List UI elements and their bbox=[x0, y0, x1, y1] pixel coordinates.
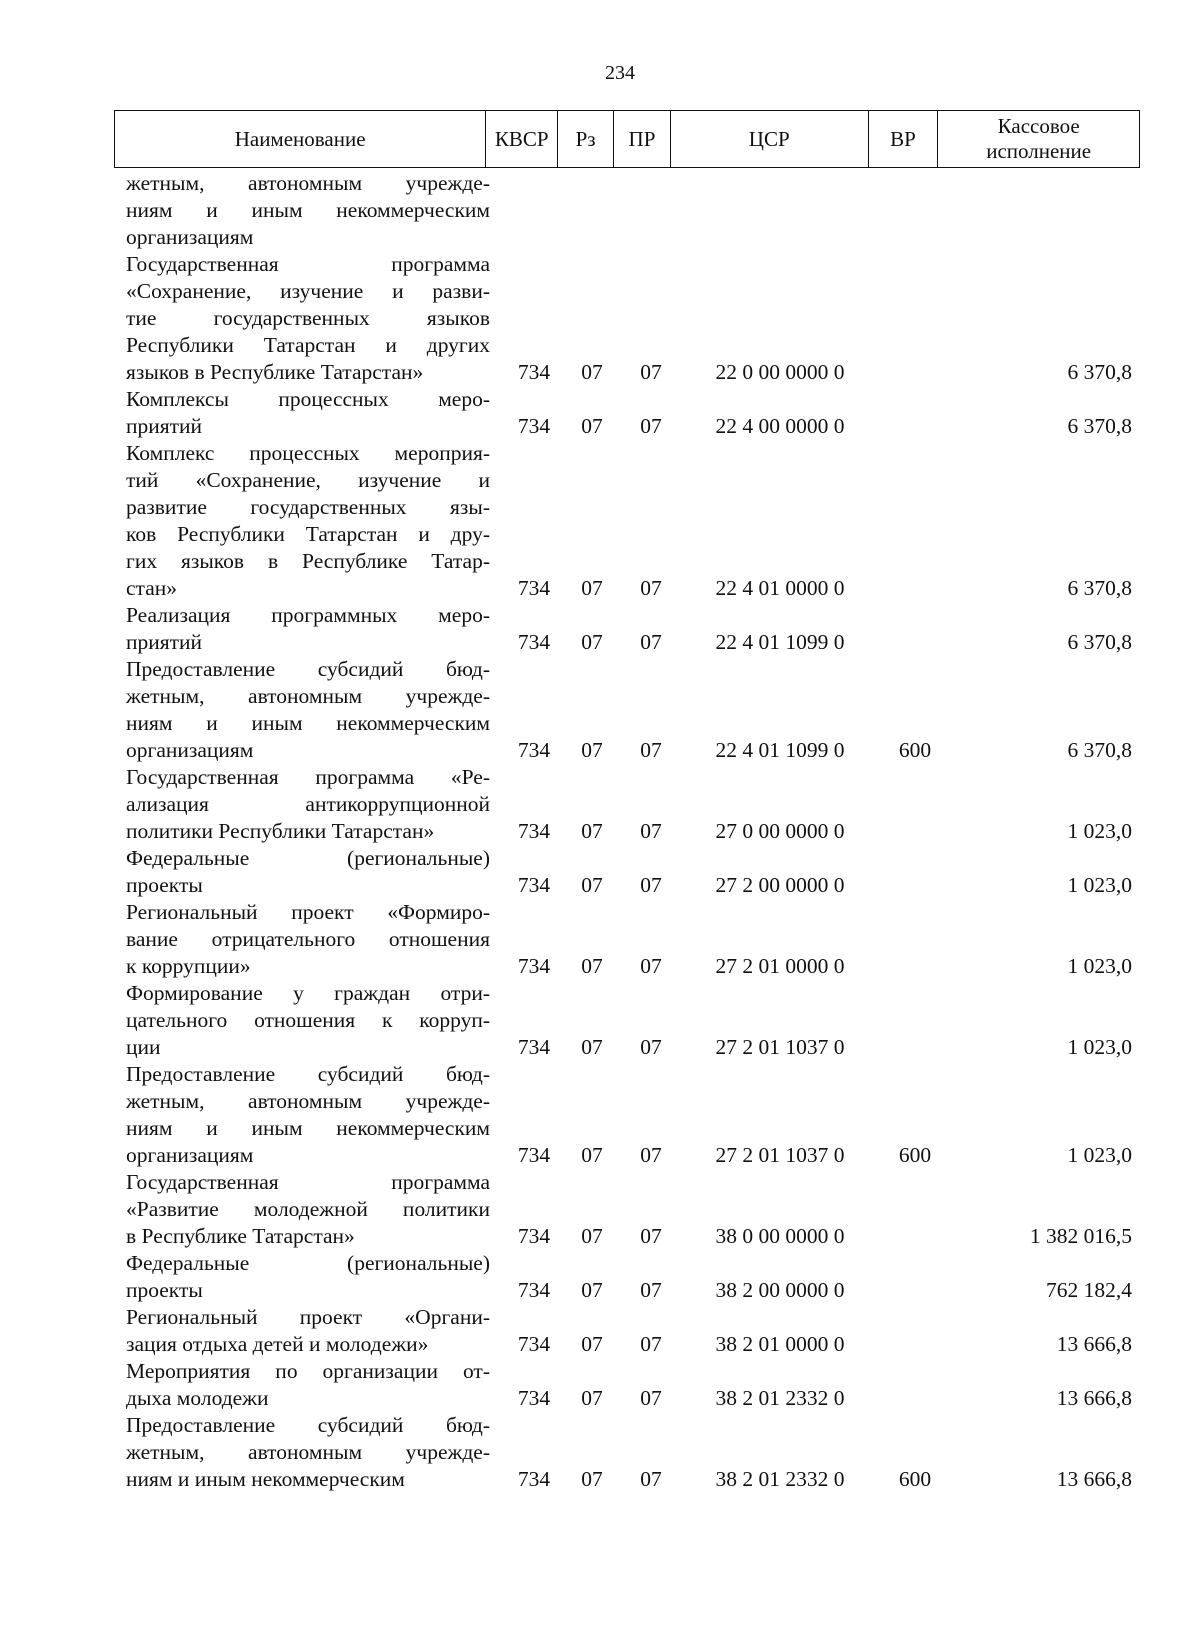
column-header-csr: ЦСР bbox=[671, 111, 869, 167]
page-number: 234 bbox=[605, 62, 635, 84]
row-pr: 07 bbox=[640, 954, 662, 978]
row-name-line: организациям bbox=[126, 225, 254, 249]
row-rz: 07 bbox=[581, 1224, 603, 1248]
row-name-line: Государственная программа «Ре- bbox=[126, 765, 490, 789]
column-header-kassovoe-text: Кассовое исполнение bbox=[986, 114, 1092, 163]
row-amount: 6 370,8 bbox=[1067, 630, 1132, 654]
row-amount: 6 370,8 bbox=[1067, 738, 1132, 762]
row-name-line: Республики Татарстан и других bbox=[126, 333, 490, 357]
row-name bbox=[114, 656, 490, 764]
row-csr: 27 0 00 0000 0 bbox=[715, 819, 845, 843]
table-row bbox=[114, 1250, 1140, 1304]
row-pr: 07 bbox=[640, 1143, 662, 1167]
column-header-kassovoe bbox=[938, 111, 1139, 167]
column-header-rz: Рз bbox=[558, 111, 614, 167]
row-amount: 13 666,8 bbox=[1056, 1332, 1132, 1356]
row-name-line: организациям bbox=[126, 738, 254, 762]
row-csr: 22 4 00 0000 0 bbox=[715, 414, 845, 438]
table-body bbox=[114, 170, 1140, 1493]
row-kvsr: 734 bbox=[517, 954, 551, 978]
row-name-line: Комплекс процессных мероприя- bbox=[126, 441, 490, 465]
row-name-line: приятий bbox=[126, 630, 203, 654]
row-name-line: политики Республики Татарстан» bbox=[126, 819, 435, 843]
row-pr: 07 bbox=[640, 414, 662, 438]
row-name-line: Государственная программа bbox=[126, 1170, 490, 1194]
row-amount: 1 382 016,5 bbox=[1029, 1224, 1132, 1248]
row-name-line: в Республике Татарстан» bbox=[126, 1224, 355, 1248]
table-row bbox=[114, 440, 1140, 602]
row-name-line: гих языков в Республике Татар- bbox=[126, 549, 490, 573]
table-row bbox=[114, 1061, 1140, 1169]
row-name-line: Региональный проект «Формиро- bbox=[126, 900, 490, 924]
row-pr: 07 bbox=[640, 1386, 662, 1410]
row-name bbox=[114, 845, 490, 899]
row-amount: 6 370,8 bbox=[1067, 414, 1132, 438]
row-rz: 07 bbox=[581, 1143, 603, 1167]
row-csr: 38 0 00 0000 0 bbox=[715, 1224, 845, 1248]
row-pr: 07 bbox=[640, 360, 662, 384]
row-name-line: вание отрицательного отношения bbox=[126, 927, 490, 951]
row-name-line: Реализация программных меро- bbox=[126, 603, 490, 627]
row-amount: 6 370,8 bbox=[1067, 360, 1132, 384]
row-name bbox=[114, 602, 490, 656]
table-row bbox=[114, 602, 1140, 656]
row-name bbox=[114, 1358, 490, 1412]
row-kvsr: 734 bbox=[517, 576, 551, 600]
column-header-kvsr: КВСР bbox=[486, 111, 558, 167]
table-header bbox=[114, 110, 1140, 168]
row-name-line: Комплексы процессных меро- bbox=[126, 387, 490, 411]
row-name-line: ции bbox=[126, 1035, 161, 1059]
row-pr: 07 bbox=[640, 1278, 662, 1302]
row-amount: 1 023,0 bbox=[1067, 1143, 1132, 1167]
row-name-line: развитие государственных язы- bbox=[126, 495, 490, 519]
row-rz: 07 bbox=[581, 1332, 603, 1356]
row-name bbox=[114, 764, 490, 845]
row-rz: 07 bbox=[581, 1467, 603, 1491]
row-csr: 22 4 01 1099 0 bbox=[715, 738, 845, 762]
row-csr: 27 2 01 0000 0 bbox=[715, 954, 845, 978]
row-name bbox=[114, 980, 490, 1061]
row-name bbox=[114, 1412, 490, 1493]
row-name-line: зация отдыха детей и молодежи» bbox=[126, 1332, 429, 1356]
row-rz: 07 bbox=[581, 819, 603, 843]
row-kvsr: 734 bbox=[517, 738, 551, 762]
row-amount: 6 370,8 bbox=[1067, 576, 1132, 600]
row-name-line: дыха молодежи bbox=[126, 1386, 269, 1410]
row-csr: 38 2 01 2332 0 bbox=[715, 1467, 845, 1491]
row-name bbox=[114, 899, 490, 980]
row-csr: 22 4 01 0000 0 bbox=[715, 576, 845, 600]
table-row bbox=[114, 1358, 1140, 1412]
row-csr: 27 2 01 1037 0 bbox=[715, 1143, 845, 1167]
row-pr: 07 bbox=[640, 1467, 662, 1491]
row-rz: 07 bbox=[581, 360, 603, 384]
row-pr: 07 bbox=[640, 630, 662, 654]
table-row bbox=[114, 764, 1140, 845]
table-row bbox=[114, 1412, 1140, 1493]
row-amount: 1 023,0 bbox=[1067, 1035, 1132, 1059]
row-name-line: стан» bbox=[126, 576, 177, 600]
row-kvsr: 734 bbox=[517, 819, 551, 843]
row-pr: 07 bbox=[640, 1224, 662, 1248]
row-kvsr: 734 bbox=[517, 360, 551, 384]
row-name-line: жетным, автономным учрежде- bbox=[126, 684, 490, 708]
row-name bbox=[114, 1250, 490, 1304]
column-header-name: Наименование bbox=[115, 111, 486, 167]
row-name-line: Предоставление субсидий бюд- bbox=[126, 1413, 490, 1437]
column-header-pr: ПР bbox=[614, 111, 671, 167]
table-row bbox=[114, 1304, 1140, 1358]
row-vr: 600 bbox=[898, 1143, 932, 1167]
row-name bbox=[114, 1304, 490, 1358]
table-row bbox=[114, 845, 1140, 899]
row-name-line: тие государственных языков bbox=[126, 306, 490, 330]
row-name-line: Предоставление субсидий бюд- bbox=[126, 1062, 490, 1086]
row-name bbox=[114, 386, 490, 440]
row-pr: 07 bbox=[640, 576, 662, 600]
row-vr: 600 bbox=[898, 738, 932, 762]
table-row bbox=[114, 170, 1140, 251]
row-name bbox=[114, 1169, 490, 1250]
row-name-line: жетным, автономным учрежде- bbox=[126, 1440, 490, 1464]
row-rz: 07 bbox=[581, 738, 603, 762]
row-name-line: ниям и иным некоммерческим bbox=[126, 711, 490, 735]
row-name-line: Формирование у граждан отри- bbox=[126, 981, 490, 1005]
row-name-line: языков в Республике Татарстан» bbox=[126, 360, 424, 384]
table-row bbox=[114, 386, 1140, 440]
row-name-line: ниям и иным некоммерческим bbox=[126, 1467, 405, 1491]
row-kvsr: 734 bbox=[517, 1035, 551, 1059]
row-name-line: Мероприятия по организации от- bbox=[126, 1359, 490, 1383]
row-name-line: Федеральные (региональные) bbox=[126, 846, 490, 870]
table-row bbox=[114, 251, 1140, 386]
row-amount: 13 666,8 bbox=[1056, 1386, 1132, 1410]
row-pr: 07 bbox=[640, 1332, 662, 1356]
row-csr: 27 2 01 1037 0 bbox=[715, 1035, 845, 1059]
table-row bbox=[114, 656, 1140, 764]
row-rz: 07 bbox=[581, 873, 603, 897]
row-name-line: Региональный проект «Органи- bbox=[126, 1305, 490, 1329]
row-name-line: проекты bbox=[126, 873, 203, 897]
row-name-line: к коррупции» bbox=[126, 954, 251, 978]
row-name-line: ков Республики Татарстан и дру- bbox=[126, 522, 490, 546]
row-rz: 07 bbox=[581, 954, 603, 978]
row-name-line: «Сохранение, изучение и разви- bbox=[126, 279, 490, 303]
row-name-line: Государственная программа bbox=[126, 252, 490, 276]
row-amount: 1 023,0 bbox=[1067, 954, 1132, 978]
row-kvsr: 734 bbox=[517, 1224, 551, 1248]
row-kvsr: 734 bbox=[517, 1143, 551, 1167]
row-kvsr: 734 bbox=[517, 1278, 551, 1302]
row-kvsr: 734 bbox=[517, 414, 551, 438]
row-rz: 07 bbox=[581, 576, 603, 600]
row-rz: 07 bbox=[581, 1386, 603, 1410]
table-row bbox=[114, 899, 1140, 980]
table-row bbox=[114, 980, 1140, 1061]
row-pr: 07 bbox=[640, 819, 662, 843]
row-rz: 07 bbox=[581, 1278, 603, 1302]
row-csr: 22 4 01 1099 0 bbox=[715, 630, 845, 654]
row-kvsr: 734 bbox=[517, 1467, 551, 1491]
row-name-line: тий «Сохранение, изучение и bbox=[126, 468, 490, 492]
row-amount: 762 182,4 bbox=[1046, 1278, 1132, 1302]
row-kvsr: 734 bbox=[517, 873, 551, 897]
row-pr: 07 bbox=[640, 873, 662, 897]
row-name-line: проекты bbox=[126, 1278, 203, 1302]
row-name-line: ализация антикоррупционной bbox=[126, 792, 490, 816]
row-name bbox=[114, 440, 490, 602]
row-kvsr: 734 bbox=[517, 1386, 551, 1410]
row-name-line: Предоставление субсидий бюд- bbox=[126, 657, 490, 681]
row-name-line: ниям и иным некоммерческим bbox=[126, 1116, 490, 1140]
table-row bbox=[114, 1169, 1140, 1250]
row-name bbox=[114, 251, 490, 386]
row-name bbox=[114, 1061, 490, 1169]
row-csr: 27 2 00 0000 0 bbox=[715, 873, 845, 897]
row-amount: 1 023,0 bbox=[1067, 873, 1132, 897]
row-name-line: жетным, автономным учрежде- bbox=[126, 171, 490, 195]
row-rz: 07 bbox=[581, 630, 603, 654]
row-rz: 07 bbox=[581, 1035, 603, 1059]
row-name bbox=[114, 170, 490, 251]
row-kvsr: 734 bbox=[517, 630, 551, 654]
row-name-line: организациям bbox=[126, 1143, 254, 1167]
row-pr: 07 bbox=[640, 738, 662, 762]
row-csr: 22 0 00 0000 0 bbox=[715, 360, 845, 384]
row-rz: 07 bbox=[581, 414, 603, 438]
row-pr: 07 bbox=[640, 1035, 662, 1059]
row-csr: 38 2 00 0000 0 bbox=[715, 1278, 845, 1302]
row-vr: 600 bbox=[898, 1467, 932, 1491]
row-name-line: «Развитие молодежной политики bbox=[126, 1197, 490, 1221]
row-name-line: Федеральные (региональные) bbox=[126, 1251, 490, 1275]
row-csr: 38 2 01 2332 0 bbox=[715, 1386, 845, 1410]
row-name-line: приятий bbox=[126, 414, 203, 438]
row-amount: 13 666,8 bbox=[1056, 1467, 1132, 1491]
column-header-vr: ВР bbox=[869, 111, 939, 167]
row-amount: 1 023,0 bbox=[1067, 819, 1132, 843]
row-name-line: ниям и иным некоммерческим bbox=[126, 198, 490, 222]
row-csr: 38 2 01 0000 0 bbox=[715, 1332, 845, 1356]
row-name-line: жетным, автономным учрежде- bbox=[126, 1089, 490, 1113]
row-name-line: цательного отношения к корруп- bbox=[126, 1008, 490, 1032]
row-kvsr: 734 bbox=[517, 1332, 551, 1356]
